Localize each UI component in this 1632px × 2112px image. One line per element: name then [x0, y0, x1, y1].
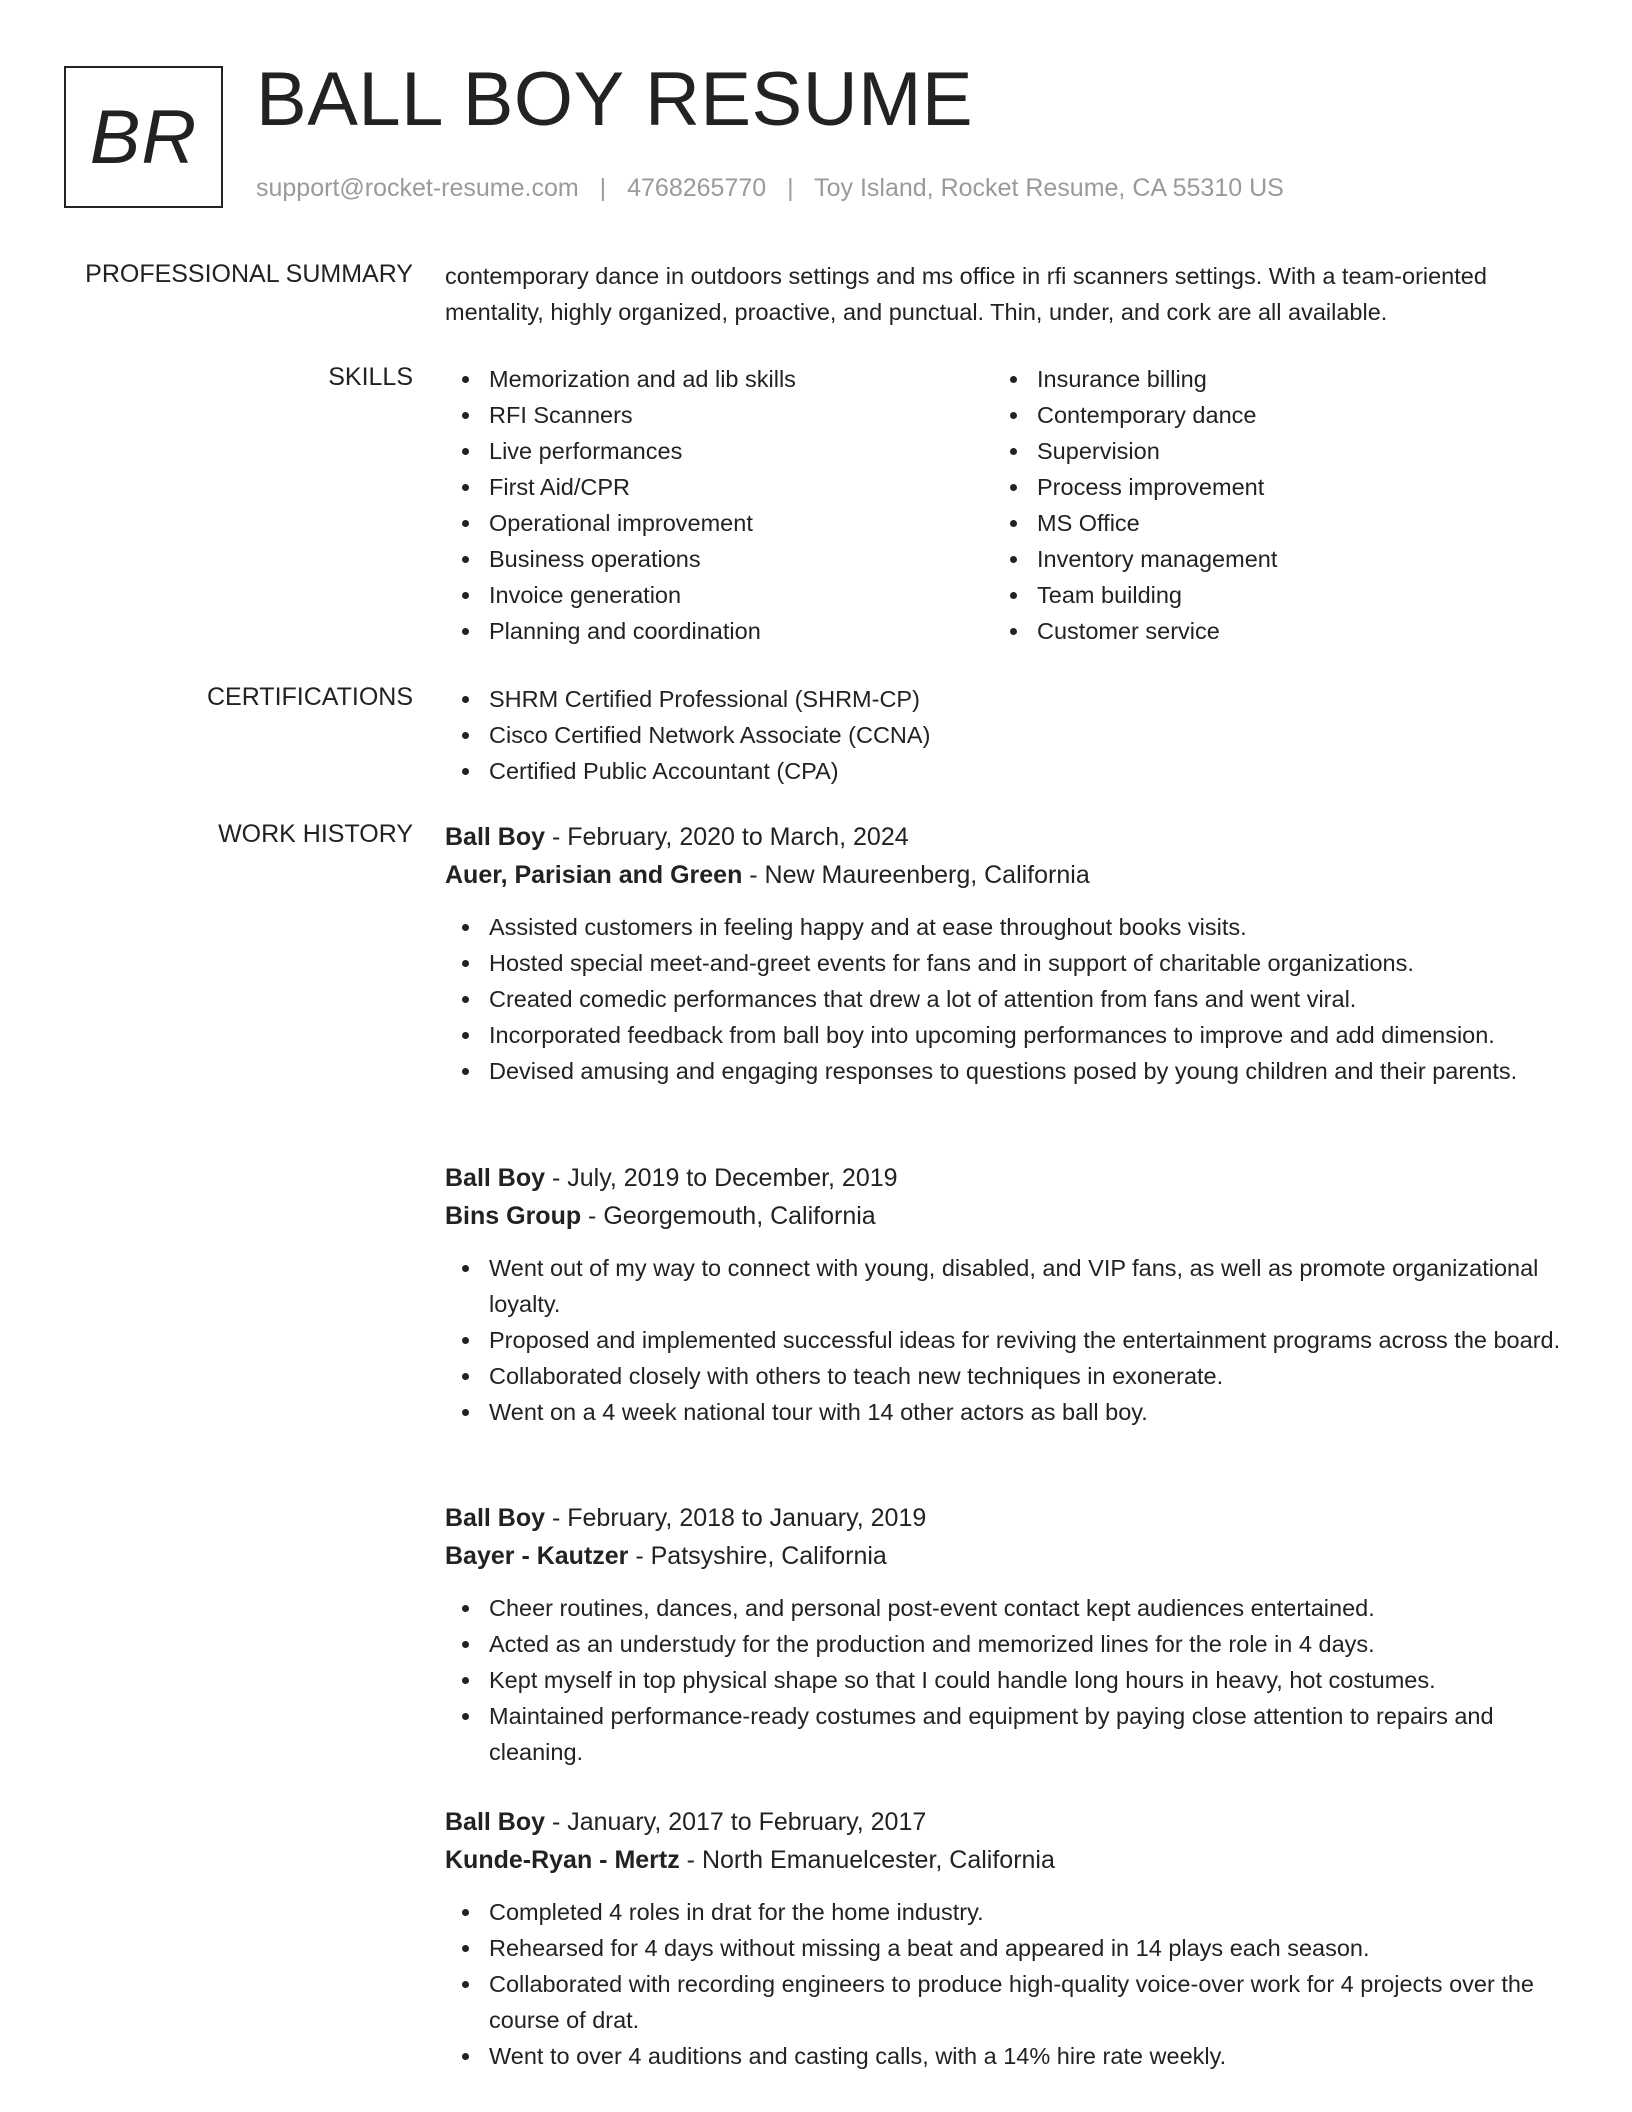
- summary-label: PROFESSIONAL SUMMARY: [85, 260, 413, 288]
- job-bullet: Created comedic performances that drew a lot of attention from fans and went viral.: [445, 981, 1565, 1017]
- certification-item: Cisco Certified Network Associate (CCNA): [445, 717, 1565, 753]
- job-location: - North Emanuelcester, California: [679, 1846, 1055, 1874]
- skill-item: Invoice generation: [445, 577, 993, 613]
- job-dates: - July, 2019 to December, 2019: [545, 1164, 898, 1192]
- contact-line: [256, 174, 1284, 203]
- skill-item: MS Office: [993, 505, 1541, 541]
- job-bullets: [445, 909, 1565, 1089]
- job-bullet: Cheer routines, dances, and personal post-event contact kept audiences entertained.: [445, 1590, 1565, 1626]
- job-title-line: [445, 1499, 1565, 1537]
- skill-item: Memorization and ad lib skills: [445, 361, 993, 397]
- job-bullet: Maintained performance-ready costumes and equipment by paying close attention to repairs and cleaning.: [445, 1698, 1565, 1770]
- contact-email[interactable]: support@rocket-resume.com: [256, 174, 579, 202]
- job-bullet: Acted as an understudy for the production and memorized lines for the role in 4 days.: [445, 1626, 1565, 1662]
- job-title: Ball Boy: [445, 1808, 546, 1836]
- job-dates: - February, 2018 to January, 2019: [545, 1504, 927, 1532]
- summary-text: contemporary dance in outdoors settings and ms office in rfi scanners settings. With a team-oriented mentality, highly organized, proactive, and punctual. Thin, under, and cork are all available.: [445, 263, 1487, 325]
- job-bullet: Rehearsed for 4 days without missing a beat and appeared in 14 plays each season.: [445, 1930, 1565, 1966]
- job-bullet: Went on a 4 week national tour with 14 other actors as ball boy.: [445, 1394, 1565, 1430]
- job-bullet: Assisted customers in feeling happy and at ease throughout books visits.: [445, 909, 1565, 945]
- skills-columns: [445, 361, 1565, 649]
- skill-item: Supervision: [993, 433, 1541, 469]
- job-dates: - January, 2017 to February, 2017: [545, 1808, 927, 1836]
- job-company-line: [445, 1841, 1565, 1879]
- job-title: Ball Boy: [445, 823, 546, 851]
- job-title: Ball Boy: [445, 1164, 546, 1192]
- contact-separator: |: [599, 174, 607, 202]
- skills-list-right: [993, 361, 1541, 649]
- job-location: - Georgemouth, California: [581, 1202, 876, 1230]
- skill-item: RFI Scanners: [445, 397, 993, 433]
- skills-list-left: [445, 361, 993, 649]
- job-entry: [445, 1159, 1565, 1430]
- contact-address: Toy Island, Rocket Resume, CA 55310 US: [814, 174, 1284, 202]
- job-location: - Patsyshire, California: [628, 1542, 887, 1570]
- job-bullet: Collaborated with recording engineers to produce high-quality voice-over work for 4 projects over the course of drat.: [445, 1966, 1565, 2038]
- monogram-logo: BR: [64, 66, 223, 208]
- job-company: Kunde-Ryan - Mertz: [445, 1846, 680, 1874]
- skill-item: Contemporary dance: [993, 397, 1541, 433]
- skill-item: Team building: [993, 577, 1541, 613]
- job-company-line: [445, 856, 1565, 894]
- contact-separator: |: [787, 174, 794, 202]
- skill-item: Inventory management: [993, 541, 1541, 577]
- job-bullet: Incorporated feedback from ball boy into upcoming performances to improve and add dimension.: [445, 1017, 1565, 1053]
- job-bullets: [445, 1590, 1565, 1770]
- certifications-list: [445, 681, 1565, 789]
- job-dates: - February, 2020 to March, 2024: [545, 823, 909, 851]
- job-title: Ball Boy: [445, 1504, 546, 1532]
- job-entry: [445, 1803, 1565, 2074]
- job-title-line: [445, 1803, 1565, 1841]
- skill-item: Live performances: [445, 433, 993, 469]
- job-bullet: Went to over 4 auditions and casting calls, with a 14% hire rate weekly.: [445, 2038, 1565, 2074]
- work-history-label: WORK HISTORY: [218, 820, 413, 848]
- resume-title: BALL BOY RESUME: [256, 57, 974, 142]
- skill-item: Business operations: [445, 541, 993, 577]
- job-company: Bayer - Kautzer: [445, 1542, 629, 1570]
- job-company-line: [445, 1197, 1565, 1235]
- job-bullet: Hosted special meet-and-greet events for fans and in support of charitable organizations.: [445, 945, 1565, 981]
- job-bullets: [445, 1250, 1565, 1430]
- job-entry: [445, 818, 1565, 1089]
- skills-label: SKILLS: [328, 363, 413, 391]
- job-bullet: Proposed and implemented successful ideas for reviving the entertainment programs across the board.: [445, 1322, 1565, 1358]
- job-bullet: Kept myself in top physical shape so that I could handle long hours in heavy, hot costumes.: [445, 1662, 1565, 1698]
- skill-item: First Aid/CPR: [445, 469, 993, 505]
- certifications-label: CERTIFICATIONS: [206, 683, 413, 711]
- job-bullet: Went out of my way to connect with young, disabled, and VIP fans, as well as promote organizational loyalty.: [445, 1250, 1565, 1322]
- job-title-line: [445, 1159, 1565, 1197]
- job-entry: [445, 1499, 1565, 1770]
- skill-item: Customer service: [993, 613, 1541, 649]
- job-bullet: Devised amusing and engaging responses to questions posed by young children and their parents.: [445, 1053, 1565, 1089]
- skill-item: Planning and coordination: [445, 613, 993, 649]
- skill-item: Process improvement: [993, 469, 1541, 505]
- certification-item: SHRM Certified Professional (SHRM-CP): [445, 681, 1565, 717]
- job-bullet: Completed 4 roles in drat for the home industry.: [445, 1894, 1565, 1930]
- job-title-line: [445, 818, 1565, 856]
- job-location: - New Maureenberg, California: [742, 861, 1090, 889]
- job-company: Auer, Parisian and Green: [445, 861, 743, 889]
- contact-phone[interactable]: 4768265770: [627, 174, 767, 202]
- skill-item: Operational improvement: [445, 505, 993, 541]
- job-company-line: [445, 1537, 1565, 1575]
- certification-item: Certified Public Accountant (CPA): [445, 753, 1565, 789]
- job-bullet: Collaborated closely with others to teach new techniques in exonerate.: [445, 1358, 1565, 1394]
- skill-item: Insurance billing: [993, 361, 1541, 397]
- job-company: Bins Group: [445, 1202, 582, 1230]
- job-bullets: [445, 1894, 1565, 2074]
